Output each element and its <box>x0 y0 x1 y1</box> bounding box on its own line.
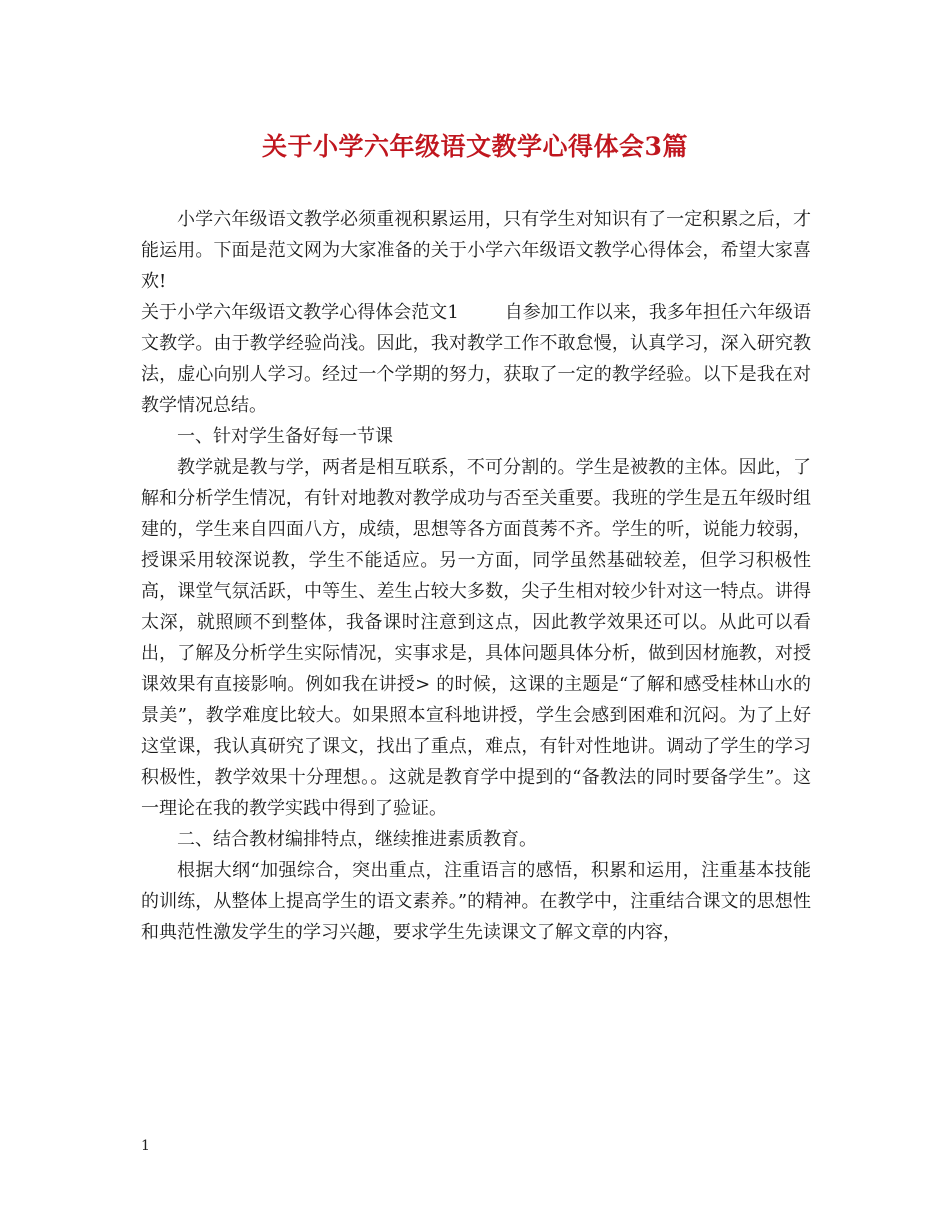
intro-paragraph: 小学六年级语文教学必须重视积累运用，只有学生对知识有了一定积累之后，才能运用。下面是范文网为大家准备的关于小学六年级语文教学心得体会，希望大家喜欢! <box>141 209 811 292</box>
document-body <box>141 204 811 948</box>
section-heading-1: 一、针对学生备好每一节课 <box>177 426 393 447</box>
article-paragraph <box>141 297 811 421</box>
page-number: 1 <box>141 1138 150 1154</box>
article-intro: 自参加工作以来，我多年担任六年级语文教学。由于教学经验尚浅。因此，我对教学工作不敢怠慢，认真学习，深入研究教法，虚心向别人学习。经过一个学期的努力，获取了一定的教学经验。以下是我在对教学情况总结。 <box>141 302 812 416</box>
article-heading: 关于小学六年级语文教学心得体会范文1 <box>141 302 459 323</box>
document-title: 关于小学六年级语文教学心得体会3篇 <box>262 132 688 161</box>
section-body-2: 根据大纲“加强综合，突出重点，注重语言的感悟，积累和运用，注重基本技能的训练，从整体上提高学生的语文素养。”的精神。在教学中，注重结合课文的思想性和典范性激发学生的学习兴趣，要求学生先读课文了解文章的内容， <box>141 860 811 943</box>
section-body-1: 教学就是教与学，两者是相互联系，不可分割的。学生是被教的主体。因此，了解和分析学生情况，有针对地教对教学成功与否至关重要。我班的学生是五年级时组建的，学生来自四面八方，成绩，思想等各方面莨莠不齐。学生的听，说能力较弱，授课采用较深说教，学生不能适应。另一方面，同学虽然基础较差，但学习积极性高，课堂气氛活跃，中等生、差生占较大多数，尖子生相对较少针对这一特点。讲得太深，就照顾不到整体，我备课时注意到这点，因此教学效果还可以。从此可以看出，了解及分析学生实际情况，实事求是，具体问题具体分析，做到因材施教，对授课效果有直接影响。例如我在讲授> 的时候，这课的主题是“了解和感受桂林山水的景美”，教学难度比较大。如果照本宣科地讲授，学生会感到困难和沉闷。为了上好这堂课，我认真研究了课文，找出了重点，难点，有针对性地讲。调动了学生的学习积极性，教学效果十分理想。。这就是教育学中提到的“备教法的同时要备学生”。这一理论在我的教学实践中得到了验证。 <box>141 457 811 819</box>
section-heading-2: 二、结合教材编排特点，继续推进素质教育。 <box>177 829 537 850</box>
